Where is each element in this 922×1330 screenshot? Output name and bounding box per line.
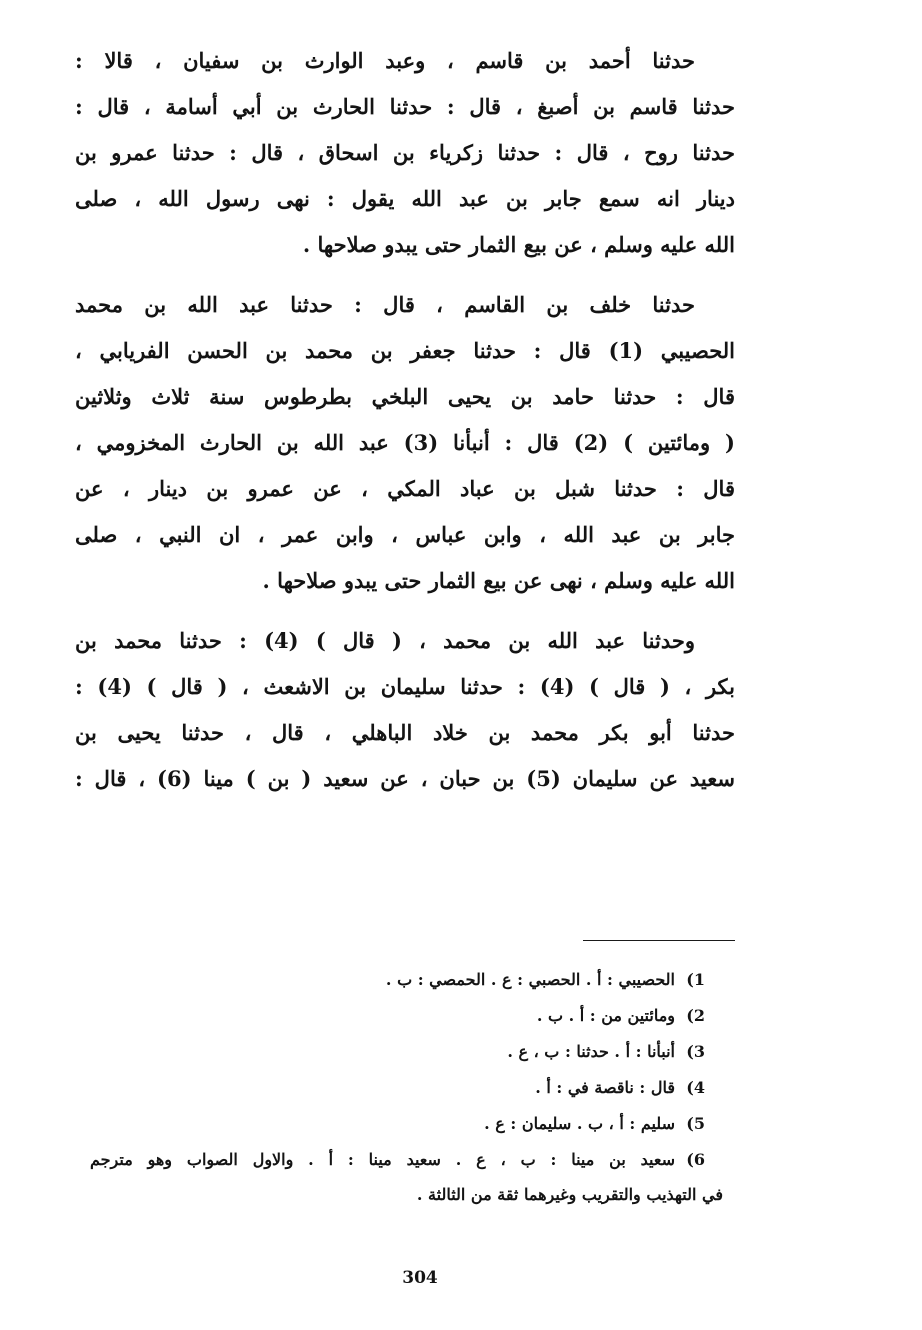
footnote-item (90, 1106, 705, 1142)
footnote-text: ومائتين من : أ . ب . (536, 1006, 675, 1025)
main-text-block (75, 38, 735, 816)
footnote-number: 1) (686, 970, 705, 989)
text-line: ( ومائتين ) (2) قال : أنبأنا (3) عبد الله بن الحارث المخزومي ، (75, 430, 735, 455)
footnote-item (90, 1142, 705, 1178)
footnote-item (90, 962, 705, 998)
footnote-number: 4) (686, 1078, 705, 1097)
text-line: قال : حدثنا شبل بن عباد المكي ، عن عمرو بن دينار ، عن (75, 476, 735, 501)
footnote-text: سعيد بن مينا : ب ، ع . سعيد مينا : أ . والاول الصواب وهو مترجم (90, 1150, 675, 1169)
text-line: حدثنا روح ، قال : حدثنا زكرياء بن اسحاق ، قال : حدثنا عمرو بن (75, 140, 735, 165)
paragraph-2 (75, 282, 735, 604)
footnote-number: 6) (686, 1150, 705, 1169)
text-line: جابر بن عبد الله ، وابن عباس ، وابن عمر ، ان النبي ، صلى (75, 522, 735, 547)
text-line: حدثنا أبو بكر محمد بن خلاد الباهلي ، قال ، حدثنا يحيى بن (75, 720, 735, 745)
text-line: بكر ، ( قال ) (4) : حدثنا سليمان بن الاشعث ، ( قال ) (4) : (75, 674, 735, 699)
paragraph-1 (75, 38, 735, 268)
text-line: الحصيبي (1) قال : حدثنا جعفر بن محمد بن الحسن الفريابي ، (75, 338, 735, 363)
footnote-separator (583, 940, 735, 941)
text-line: الله عليه وسلم ، عن بيع الثمار حتى يبدو صلاحها . (302, 232, 735, 257)
footnote-text: الحصيبي : أ . الحصبي : ع . الحمصي : ب . (385, 970, 675, 989)
footnote-number: 3) (686, 1042, 705, 1061)
paragraph-3 (75, 618, 735, 802)
text-line: سعيد عن سليمان (5) بن حبان ، عن سعيد ( بن ) مينا (6) ، قال : (75, 766, 735, 791)
footnote-item (90, 1034, 705, 1070)
footnote-text: سليم : أ ، ب . سليمان : ع . (484, 1114, 675, 1133)
footnote-continuation: في التهذيب والتقريب وغيرهما ثقة من الثالثة . (416, 1185, 723, 1204)
text-line: دينار انه سمع جابر بن عبد الله يقول : نهى رسول الله ، صلى (75, 186, 735, 211)
footnote-number: 5) (686, 1114, 705, 1133)
page-number: 304 (402, 1268, 438, 1288)
footnote-number: 2) (686, 1006, 705, 1025)
footnote-text: أنبأنا : أ . حدثنا : ب ، ع . (507, 1042, 675, 1061)
text-line: وحدثنا عبد الله بن محمد ، ( قال ) (4) : حدثنا محمد بن (75, 628, 695, 653)
text-line: الله عليه وسلم ، نهى عن بيع الثمار حتى يبدو صلاحها . (262, 568, 735, 593)
text-line: حدثنا قاسم بن أصبغ ، قال : حدثنا الحارث بن أبي أسامة ، قال : (75, 94, 735, 119)
footnotes (90, 962, 723, 1212)
footnote-item (90, 1070, 705, 1106)
text-line: حدثنا أحمد بن قاسم ، وعبد الوارث بن سفيان ، قالا : (75, 48, 695, 73)
footnote-item (90, 998, 705, 1034)
text-line: قال : حدثنا حامد بن يحيى البلخي بطرطوس سنة ثلاث وثلاثين (75, 384, 735, 409)
text-line: حدثنا خلف بن القاسم ، قال : حدثنا عبد الله بن محمد (75, 292, 695, 317)
footnote-text: قال : ناقصة في : أ . (535, 1078, 675, 1097)
